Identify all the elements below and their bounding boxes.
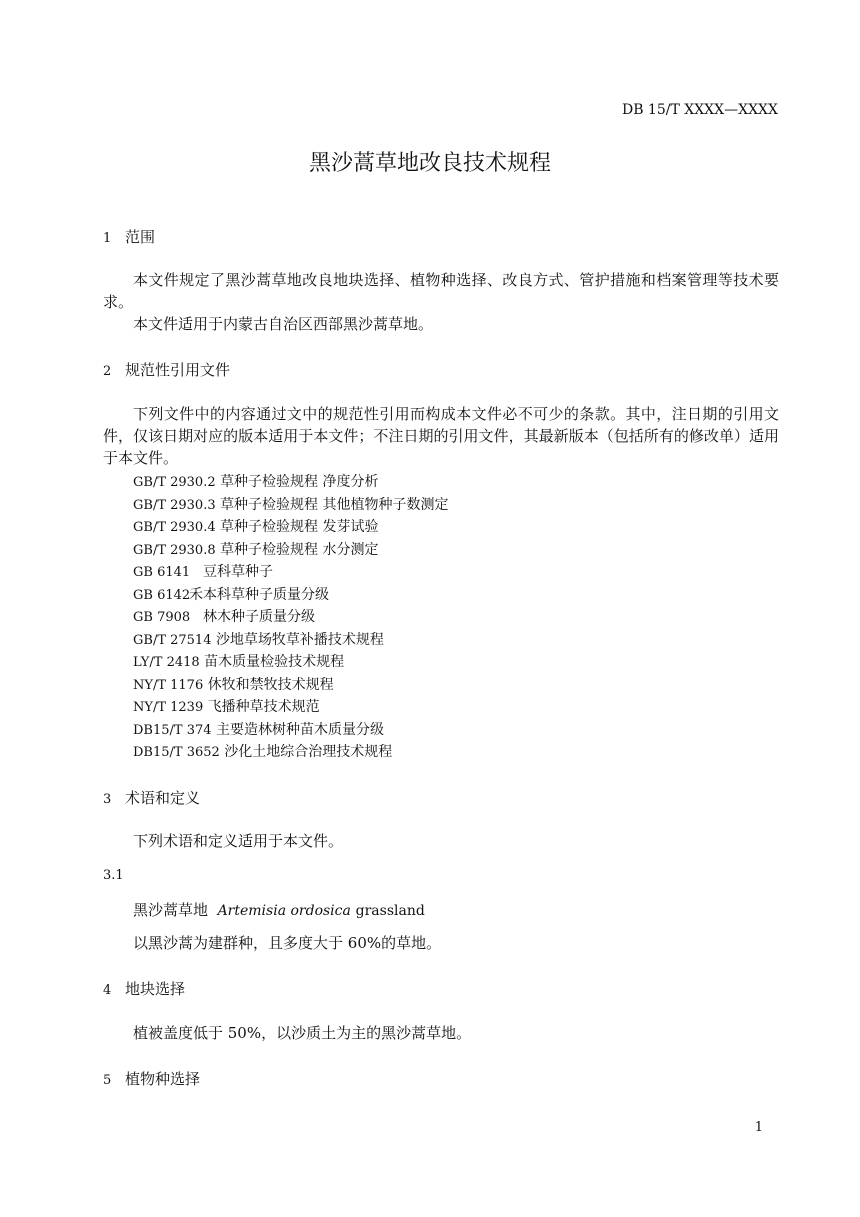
reference-code: GB 6142 (133, 588, 191, 603)
reference-code: GB/T 27514 (133, 633, 212, 648)
section-heading-3 (103, 787, 200, 808)
term-entry (133, 899, 425, 922)
reference-title: 沙地草场牧草补播技术规程 (215, 632, 384, 648)
section-heading-2 (103, 359, 230, 380)
document-code: DB 15/T XXXX—XXXX (621, 102, 778, 118)
section-title: 规范性引用文件 (125, 361, 231, 379)
terms-intro-paragraph: 下列术语和定义适用于本文件。 (133, 832, 344, 850)
reference-item (133, 494, 449, 514)
reference-item (133, 539, 379, 559)
section-number: 4 (103, 983, 112, 998)
reference-item (133, 741, 392, 761)
reference-code: GB/T 2930.3 (133, 498, 216, 513)
reference-title: 林木种子质量分级 (203, 609, 315, 625)
section-heading-4 (103, 978, 185, 999)
plot-selection-paragraph: 植被盖度低于 50%，以沙质土为主的黑沙蒿草地。 (133, 1024, 472, 1042)
reference-code: DB15/T 374 (133, 723, 212, 738)
section-title: 地块选择 (125, 980, 186, 998)
reference-item (133, 516, 379, 536)
reference-code: DB15/T 3652 (133, 745, 220, 760)
reference-code: GB 7908 (133, 610, 191, 625)
section-title: 植物种选择 (125, 1070, 201, 1088)
reference-item (133, 674, 334, 694)
section-heading-1 (103, 226, 155, 247)
reference-title: 苗木质量检验技术规程 (204, 654, 345, 670)
section-number: 2 (103, 364, 112, 379)
reference-item (133, 719, 384, 739)
reference-code: LY/T 2418 (133, 655, 200, 670)
reference-item (133, 696, 320, 716)
term-chinese: 黑沙蒿草地 (133, 901, 209, 919)
reference-code: GB/T 2930.2 (133, 475, 216, 490)
term-english: grassland (355, 903, 425, 919)
reference-title: 主要造林树种苗木质量分级 (215, 722, 384, 738)
reference-code: NY/T 1176 (133, 678, 204, 693)
reference-title: 豆科草种子 (203, 564, 273, 580)
reference-title: 沙化土地综合治理技术规程 (224, 744, 393, 760)
page-number: 1 (754, 1120, 763, 1135)
scope-paragraph-1: 本文件规定了黑沙蒿草地改良地块选择、植物种选择、改良方式、管护措施和档案管理等技术要求。 (103, 271, 779, 311)
reference-code: GB/T 2930.8 (133, 543, 216, 558)
reference-title: 草种子检验规程 净度分析 (220, 474, 379, 490)
reference-code: GB 6141 (133, 565, 191, 580)
reference-title: 休牧和禁牧技术规程 (207, 677, 334, 693)
scope-paragraph-2: 本文件适用于内蒙古自治区西部黑沙蒿草地。 (133, 315, 434, 333)
reference-code: NY/T 1239 (133, 700, 204, 715)
reference-item (133, 651, 344, 671)
reference-title: 飞播种草技术规范 (207, 699, 320, 715)
reference-item (133, 584, 329, 604)
section-number: 3 (103, 792, 112, 807)
page-title: 黑沙蒿草地改良技术规程 (308, 151, 551, 176)
reference-title: 草种子检验规程 水分测定 (220, 542, 379, 558)
section-number: 1 (103, 231, 112, 246)
reference-title: 草种子检验规程 发芽试验 (220, 519, 379, 535)
references-intro-paragraph: 下列文件中的内容通过文中的规范性引用而构成本文件必不可少的条款。其中，注日期的引用文件，仅该日期对应的版本适用于本文件；不注日期的引用文件，其最新版本（包括所有的修改单）适用于本文件。 (103, 405, 779, 467)
reference-title: 禾本科草种子质量分级 (189, 587, 329, 603)
reference-title: 草种子检验规程 其他植物种子数测定 (220, 497, 449, 513)
section-title: 术语和定义 (125, 789, 201, 807)
reference-item (133, 471, 379, 491)
reference-item (133, 629, 384, 649)
term-latin-name: Artemisia ordosica (217, 903, 351, 919)
term-definition: 以黑沙蒿为建群种，且多度大于 60%的草地。 (133, 934, 442, 952)
reference-item (133, 561, 273, 581)
reference-item (133, 606, 315, 626)
section-number: 5 (103, 1073, 112, 1088)
reference-code: GB/T 2930.4 (133, 520, 216, 535)
section-title: 范围 (125, 228, 156, 246)
section-heading-5 (103, 1068, 200, 1089)
subsection-number: 3.1 (103, 868, 124, 883)
